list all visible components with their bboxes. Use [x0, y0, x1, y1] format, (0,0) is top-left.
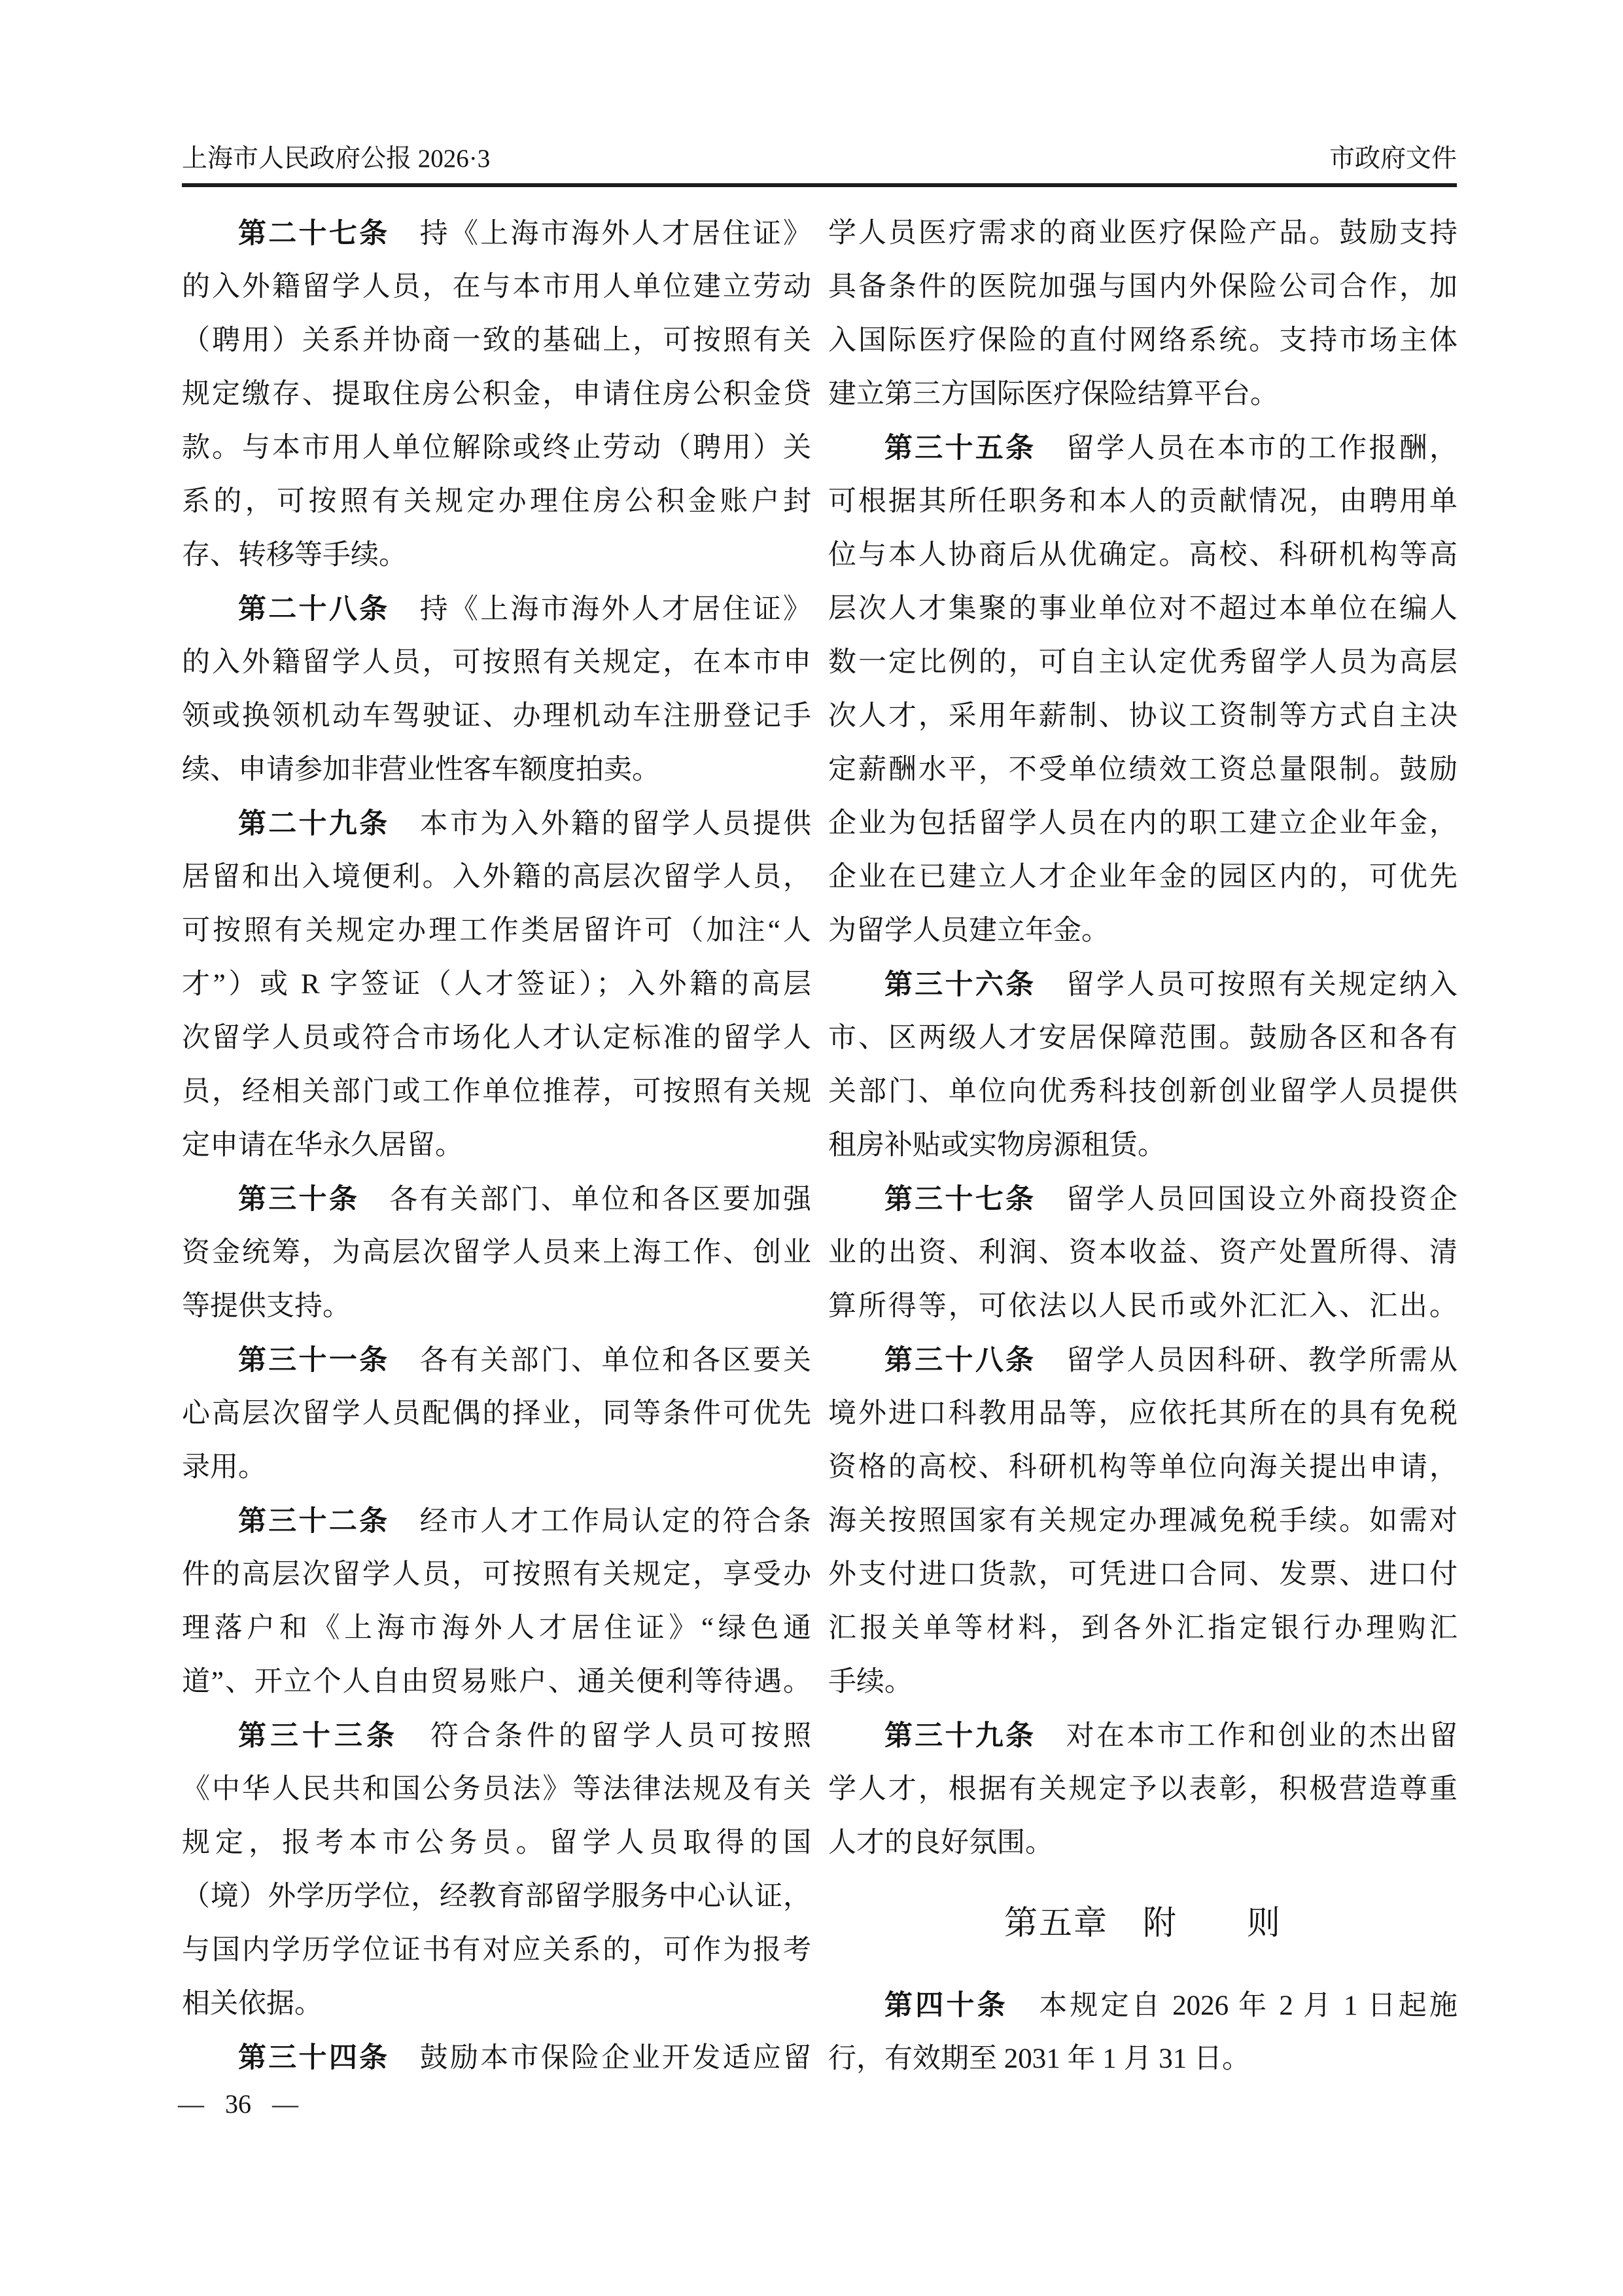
text-line: 的入外籍留学人员，在与本市用人单位建立劳动	[182, 272, 811, 302]
text-line: 第三十一条 各有关部门、单位和各区要关	[238, 1345, 811, 1376]
text-line: 行，有效期至 2031 年 1 月 31 日。	[828, 2043, 1250, 2074]
text-line: 《中华人民共和国公务员法》等法律法规及有关	[182, 1774, 811, 1805]
article-number: 第二十九条	[238, 808, 390, 839]
text-line: 第三十二条 经市人才工作局认定的符合条	[238, 1506, 811, 1537]
chapter-heading: 第五章 附 则	[1003, 1905, 1282, 1942]
text-line: 才”）或 R 字签证（人才签证）；入外籍的高层	[182, 969, 811, 1000]
text-line: 人才的良好氛围。	[828, 1828, 1053, 1858]
text-line: 学人才，根据有关规定予以表彰，积极营造尊重	[828, 1774, 1457, 1805]
text-line: 汇报关单等材料，到各外汇指定银行办理购汇	[828, 1613, 1457, 1644]
text-line: 为留学人员建立年金。	[828, 915, 1109, 946]
text-line: 理落户和《上海市海外人才居住证》“绿色通	[182, 1613, 811, 1644]
article-number: 第四十条	[884, 1990, 1008, 2021]
text-line: 次人才，采用年薪制、协议工资制等方式自主决	[828, 701, 1457, 732]
gazette-title: 上海市人民政府公报 2026·3	[182, 145, 491, 173]
text-line: 次留学人员或符合市场化人才认定标准的留学人	[182, 1023, 811, 1053]
text-line: 具备条件的医院加强与国内外保险公司合作，加	[828, 272, 1457, 302]
text-line: 第二十八条 持《上海市海外人才居住证》	[238, 593, 811, 625]
article-number: 第三十四条	[238, 2042, 390, 2074]
article-number: 第三十三条	[238, 1720, 398, 1752]
text-line: 可按照有关规定办理工作类居留许可（加注“人	[182, 915, 811, 946]
text-line: 领或换领机动车驾驶证、办理机动车注册登记手	[182, 701, 811, 732]
text-line: 关部门、单位向优秀科技创新创业留学人员提供	[828, 1076, 1457, 1107]
text-line: 第三十四条 鼓励本市保险企业开发适应留	[238, 2042, 811, 2074]
text-line: 第三十八条 留学人员因科研、教学所需从	[884, 1345, 1457, 1376]
text-line: 第二十七条 持《上海市海外人才居住证》	[238, 218, 811, 249]
text-line: （境）外学历学位，经教育部留学服务中心认证，	[182, 1881, 811, 1912]
article-number: 第三十条	[238, 1184, 360, 1215]
article-number: 第三十一条	[238, 1345, 390, 1376]
text-line: 相关依据。	[182, 1988, 323, 2019]
page-number: — 36 —	[178, 2089, 298, 2119]
text-line: 等提供支持。	[182, 1291, 351, 1322]
text-line: 第二十九条 本市为入外籍的留学人员提供	[238, 808, 811, 839]
text-line: 续、申请参加非营业性客车额度拍卖。	[182, 754, 660, 785]
text-line: 位与本人协商后从优确定。高校、科研机构等高	[828, 540, 1457, 571]
text-line: 规定缴存、提取住房公积金，申请住房公积金贷	[182, 379, 811, 410]
text-line: 第三十七条 留学人员回国设立外商投资企	[884, 1184, 1457, 1215]
text-line: 海关按照国家有关规定办理减免税手续。如需对	[828, 1506, 1457, 1536]
text-line: 与国内学历学位证书有对应关系的，可作为报考	[182, 1935, 811, 1966]
text-line: 资格的高校、科研机构等单位向海关提出申请，	[828, 1452, 1457, 1483]
article-number: 第三十九条	[884, 1720, 1036, 1752]
document-category-label: 市政府文件	[1329, 145, 1457, 173]
text-line: 定薪酬水平，不受单位绩效工资总量限制。鼓励	[828, 754, 1457, 785]
text-line: 居留和出入境便利。入外籍的高层次留学人员，	[182, 862, 811, 892]
text-line: 境外进口科教用品等，应依托其所在的具有免税	[828, 1398, 1457, 1429]
left-column	[182, 207, 811, 2085]
text-line: 件的高层次留学人员，可按照有关规定，享受办	[182, 1559, 811, 1590]
page-header	[182, 140, 1457, 174]
text-line: 录用。	[182, 1452, 266, 1483]
article-number: 第三十二条	[238, 1506, 390, 1537]
text-line: 第三十五条 留学人员在本市的工作报酬，	[884, 433, 1457, 464]
text-line: （聘用）关系并协商一致的基础上，可按照有关	[182, 325, 811, 356]
text-line: 市、区两级人才安居保障范围。鼓励各区和各有	[828, 1023, 1457, 1053]
text-line: 系的，可按照有关规定办理住房公积金账户封	[182, 486, 811, 517]
text-line: 入国际医疗保险的直付网络系统。支持市场主体	[828, 325, 1457, 356]
text-line: 员，经相关部门或工作单位推荐，可按照有关规	[182, 1076, 811, 1107]
text-line: 学人员医疗需求的商业医疗保险产品。鼓励支持	[828, 218, 1457, 249]
text-line: 第三十六条 留学人员可按照有关规定纳入	[884, 969, 1457, 1000]
text-line: 的入外籍留学人员，可按照有关规定，在本市申	[182, 647, 811, 678]
text-line: 资金统筹，为高层次留学人员来上海工作、创业	[182, 1237, 811, 1268]
text-line: 企业在已建立人才企业年金的园区内的，可优先	[828, 862, 1457, 892]
right-column	[828, 207, 1457, 2086]
article-number: 第三十八条	[884, 1345, 1036, 1376]
header-divider	[182, 183, 1457, 187]
text-line: 业的出资、利润、资本收益、资产处置所得、清	[828, 1237, 1457, 1268]
text-line: 可根据其所任职务和本人的贡献情况，由聘用单	[828, 486, 1457, 517]
text-line: 层次人才集聚的事业单位对不超过本单位在编人	[828, 593, 1457, 624]
text-line: 心高层次留学人员配偶的择业，同等条件可优先	[182, 1398, 811, 1429]
text-line: 第三十三条 符合条件的留学人员可按照	[238, 1720, 811, 1752]
text-line: 第三十九条 对在本市工作和创业的杰出留	[884, 1720, 1457, 1752]
text-line: 算所得等，可依法以人民币或外汇汇入、汇出。	[828, 1291, 1457, 1322]
text-line: 第三十条 各有关部门、单位和各区要加强	[238, 1184, 811, 1215]
text-line: 第四十条 本规定自 2026 年 2 月 1 日起施	[884, 1990, 1457, 2021]
article-number: 第三十七条	[884, 1184, 1036, 1215]
article-number: 第三十六条	[884, 969, 1036, 1000]
text-line: 定申请在华永久居留。	[182, 1130, 463, 1161]
text-line: 外支付进口货款，可凭进口合同、发票、进口付	[828, 1559, 1457, 1590]
text-line: 款。与本市用人单位解除或终止劳动（聘用）关	[182, 433, 811, 463]
text-line: 规定，报考本市公务员。留学人员取得的国	[182, 1828, 811, 1858]
text-line: 企业为包括留学人员在内的职工建立企业年金，	[828, 808, 1457, 839]
text-line: 存、转移等手续。	[182, 540, 407, 571]
article-number: 第二十七条	[238, 218, 390, 249]
article-number: 第二十八条	[238, 593, 390, 625]
text-line: 手续。	[828, 1667, 913, 1697]
text-line: 道”、开立个人自由贸易账户、通关便利等待遇。	[182, 1667, 811, 1697]
text-line: 建立第三方国际医疗保险结算平台。	[828, 379, 1278, 410]
text-line: 租房补贴或实物房源租赁。	[828, 1130, 1166, 1161]
text-line: 数一定比例的，可自主认定优秀留学人员为高层	[828, 647, 1457, 678]
article-number: 第三十五条	[884, 433, 1036, 464]
